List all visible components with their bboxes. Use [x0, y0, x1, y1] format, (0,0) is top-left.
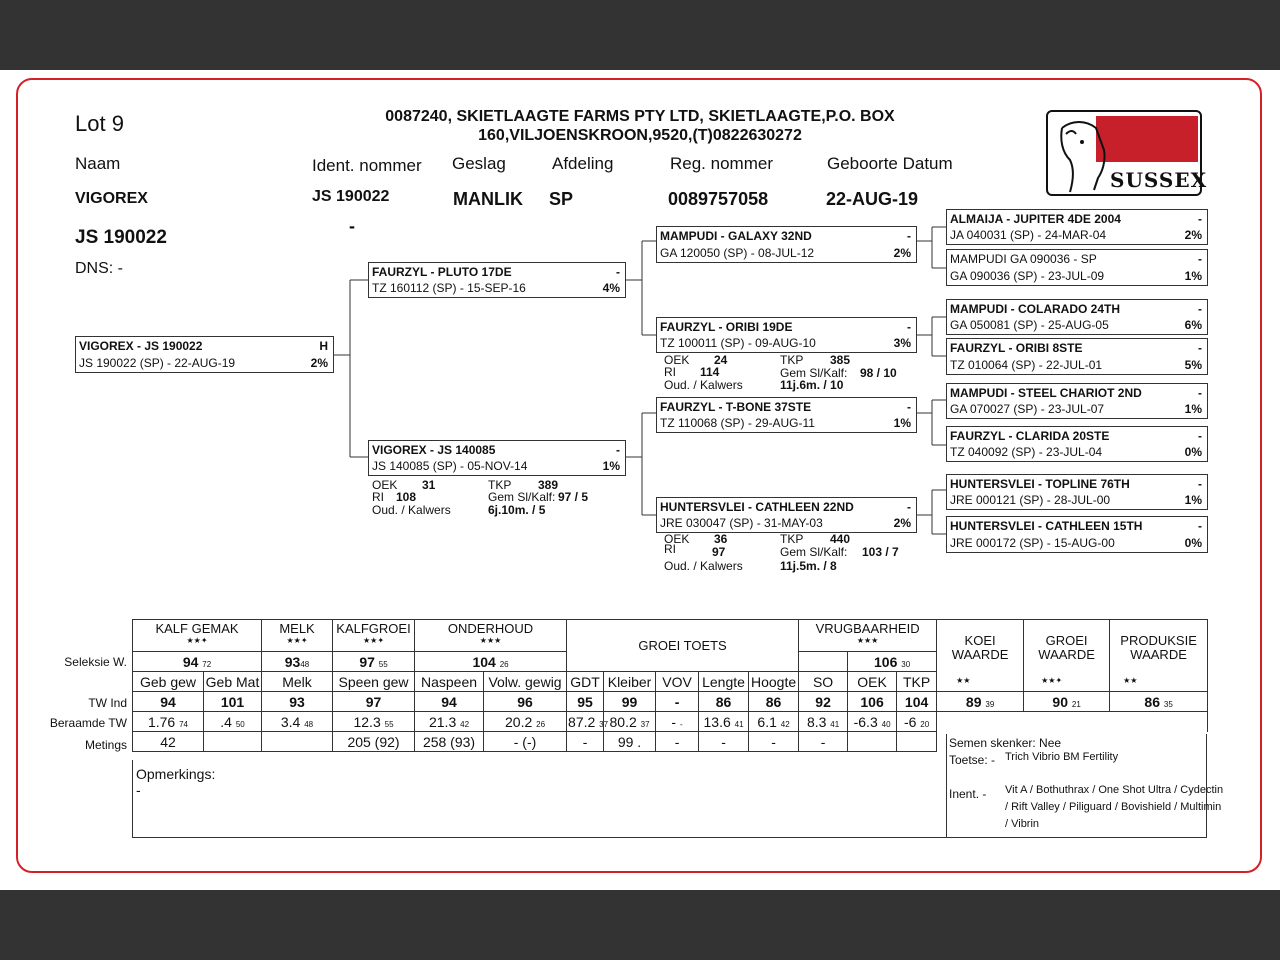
- column-header: GDT: [567, 672, 604, 692]
- metings-value: -: [699, 732, 749, 752]
- seleksie-groei: 97 55: [333, 652, 415, 672]
- logo-wordmark: SUSSEX: [1110, 168, 1208, 192]
- stat-value: 385: [830, 353, 851, 367]
- pedigree-pct: 1%: [1184, 402, 1202, 416]
- pedigree-dam-sire: [656, 397, 917, 433]
- pedigree-flag: -: [1198, 386, 1202, 400]
- metings-value: - (-): [484, 732, 567, 752]
- ebv-value: -6.3 40: [848, 712, 897, 732]
- column-header: Volw. gewig: [484, 672, 567, 692]
- ebv-value: 20.2 26: [484, 712, 567, 732]
- side-info: [946, 734, 1224, 838]
- remarks-title: Opmerkings:: [136, 766, 216, 782]
- pedigree-gg-5: [946, 383, 1208, 419]
- pedigree-sire-dam: [656, 317, 917, 353]
- stat-label: Gem Sl/Kalf:: [780, 545, 848, 559]
- metings-value: [262, 732, 333, 752]
- stat-label: Gem Sl/Kalf:: [488, 490, 556, 504]
- stat-label: OEK: [664, 353, 690, 367]
- group-koei-waarde: KOEI WAARDE ★★: [937, 620, 1024, 692]
- tw-value: 94: [415, 692, 484, 712]
- column-header: OEK: [848, 672, 897, 692]
- tw-value: 93: [262, 692, 333, 712]
- column-header: Geb Mat: [204, 672, 262, 692]
- stars-icon: ★★★: [479, 636, 502, 645]
- pedigree-flag: -: [907, 320, 911, 334]
- stars-icon: ★★★: [856, 636, 879, 645]
- stat-value: 36: [714, 532, 728, 546]
- animal-geslag: MANLIK: [453, 189, 523, 209]
- pedigree-flag: H: [319, 339, 328, 353]
- header-naam: Naam: [75, 154, 121, 173]
- pedigree-sire-sire: [656, 226, 917, 263]
- stat-label: RI: [664, 365, 676, 379]
- pedigree-gg-3: [946, 299, 1208, 335]
- stat-label: Oud. / Kalwers: [664, 378, 743, 392]
- pedigree-pct: 0%: [1184, 445, 1202, 459]
- pedigree-dam-dam: [656, 497, 917, 533]
- tw-value: 94: [133, 692, 204, 712]
- animal-naam: VIGOREX: [75, 190, 148, 207]
- seleksie-melk: 9348: [262, 652, 333, 672]
- stars-icon: ★★✦: [1041, 676, 1063, 685]
- stat-value: 97 / 5: [558, 490, 589, 504]
- remarks-box: [132, 760, 947, 838]
- pedigree-pct: 0%: [1184, 536, 1202, 550]
- stars-icon: ★★✦: [362, 636, 385, 645]
- stat-label: TKP: [488, 478, 512, 492]
- ebv-blank: [937, 712, 1208, 732]
- animal-afdeling: SP: [549, 189, 574, 209]
- header-ident: Ident. nommer: [312, 156, 422, 175]
- column-header: VOV: [656, 672, 699, 692]
- pedigree-detail: TZ 160112 (SP) - 15-SEP-16: [372, 281, 526, 295]
- metings-value: -: [656, 732, 699, 752]
- stat-value: 31: [422, 478, 436, 492]
- pedigree-pct: 2%: [893, 246, 911, 260]
- metings-value: 42: [133, 732, 204, 752]
- stat-label: OEK: [664, 532, 690, 546]
- stat-label: OEK: [372, 478, 398, 492]
- pedigree-gg-4: [946, 338, 1208, 375]
- ebv-value: 12.3 55: [333, 712, 415, 732]
- pedigree-name: MAMPUDI - GALAXY 32ND: [660, 229, 812, 243]
- tw-value: 97: [333, 692, 415, 712]
- index-groeiw: 90 21: [1024, 692, 1110, 712]
- tw-value: 92: [799, 692, 848, 712]
- pedigree-sire: [368, 262, 626, 298]
- pedigree-detail: TZ 100011 (SP) - 09-AUG-10: [660, 336, 816, 350]
- toetse-value: Trich Vibrio BM Fertility: [1005, 751, 1119, 763]
- pedigree-name: FAURZYL - CLARIDA 20STE: [950, 429, 1110, 443]
- index-koei: 89 39: [937, 692, 1024, 712]
- stat-value: 11j.6m. / 10: [780, 378, 844, 392]
- pedigree-pct: 1%: [1184, 269, 1202, 283]
- stat-label: Gem Sl/Kalf:: [780, 366, 848, 380]
- semen-donor: Semen skenker: Nee: [949, 736, 1062, 750]
- animal-reg: 0089757058: [668, 189, 769, 209]
- column-header: SO: [799, 672, 848, 692]
- column-header: Kleiber: [604, 672, 656, 692]
- stat-label: Oud. / Kalwers: [372, 503, 451, 517]
- stat-value: 103 / 7: [862, 545, 899, 559]
- pedigree-name: MAMPUDI GA 090036 - SP: [950, 252, 1097, 266]
- ebv-value: 6.1 42: [749, 712, 799, 732]
- pedigree-name: MAMPUDI - COLARADO 24TH: [950, 302, 1120, 316]
- header-geslag: Geslag: [452, 154, 506, 173]
- stat-value: 114: [700, 365, 720, 379]
- ebv-value: 87.2 37: [568, 713, 609, 730]
- pedigree-dam: [368, 440, 626, 476]
- sire-dam-stats: [664, 354, 924, 394]
- stat-value: 97: [712, 545, 726, 559]
- ebv-value: - -: [656, 712, 699, 732]
- pedigree-pct: 1%: [602, 459, 620, 473]
- group-produksie-waarde: PRODUKSIE WAARDE ★★: [1110, 620, 1208, 692]
- column-header: Lengte: [699, 672, 749, 692]
- pedigree-name: MAMPUDI - STEEL CHARIOT 2ND: [950, 386, 1142, 400]
- stat-label: TKP: [780, 353, 804, 367]
- dam-stats: [372, 479, 632, 521]
- pedigree-detail: TZ 040092 (SP) - 23-JUL-04: [950, 445, 1103, 459]
- column-header: Hoogte: [749, 672, 799, 692]
- pedigree-detail: GA 050081 (SP) - 25-AUG-05: [950, 318, 1109, 332]
- row-label-ebv: Beraamde TW: [49, 716, 127, 730]
- tw-value: 86: [749, 692, 799, 712]
- pedigree-subject: [75, 336, 334, 373]
- tw-value: 101: [204, 692, 262, 712]
- pedigree-flag: -: [1198, 302, 1202, 316]
- pedigree-detail: JS 140085 (SP) - 05-NOV-14: [372, 459, 528, 473]
- pedigree-gg-7: [946, 474, 1208, 510]
- header-geboorte: Geboorte Datum: [827, 154, 953, 173]
- group-kalf-gemak: KALF GEMAK ★★✦: [133, 620, 262, 652]
- stars-icon: ★★✦: [186, 636, 208, 645]
- dns-value: DNS: -: [75, 260, 123, 277]
- pedigree-pct: 2%: [893, 516, 911, 530]
- lot-number: Lot 9: [75, 111, 124, 136]
- animal-geboorte: 22-AUG-19: [826, 189, 919, 209]
- ebv-value: .4 50: [204, 712, 262, 732]
- pedigree-flag: -: [1198, 212, 1202, 226]
- inent-line-2: / Rift Valley / Piliguard / Bovishield / Multimin: [1005, 801, 1222, 813]
- tw-value: 96: [484, 692, 567, 712]
- pedigree-flag: -: [907, 400, 911, 414]
- ebv-value: 80.2 37: [604, 712, 656, 732]
- tw-value: 95: [567, 692, 604, 712]
- group-groei-waarde: GROEI WAARDE ★★✦: [1024, 620, 1110, 692]
- group-onderhoud: ONDERHOUD ★★★: [415, 620, 567, 652]
- pedigree-pct: 2%: [1184, 228, 1202, 242]
- pedigree-name: FAURZYL - PLUTO 17DE: [372, 265, 512, 279]
- pedigree-name: FAURZYL - T-BONE 37STE: [660, 400, 812, 414]
- pedigree-pct: 1%: [1184, 493, 1202, 507]
- remarks-text: -: [136, 782, 141, 798]
- pedigree-flag: -: [907, 229, 911, 243]
- tw-value: 106: [848, 692, 897, 712]
- stat-value: 6j.10m. / 5: [488, 503, 546, 517]
- pedigree-name: FAURZYL - ORIBI 19DE: [660, 320, 793, 334]
- ebv-value: 8.3 41: [799, 712, 848, 732]
- stat-label: RI: [664, 542, 676, 556]
- pedigree-detail: TZ 010064 (SP) - 22-JUL-01: [950, 358, 1103, 372]
- inent-line-3: / Vibrin: [1005, 818, 1040, 830]
- stat-label: RI: [372, 490, 384, 504]
- ebv-value: 21.3 42: [415, 712, 484, 732]
- ident-dash: -: [349, 216, 355, 236]
- pedigree-gg-8: [946, 516, 1208, 553]
- pedigree-flag: -: [1198, 429, 1202, 443]
- pedigree-detail: GA 090036 (SP) - 23-JUL-09: [950, 269, 1105, 283]
- performance-table: [132, 619, 1208, 752]
- stars-icon: ★★: [1123, 676, 1138, 685]
- stat-value: 389: [538, 478, 559, 492]
- ebv-value: 1.76 74: [133, 712, 204, 732]
- pedigree-flag: -: [1198, 477, 1202, 491]
- pedigree-gg-6: [946, 426, 1208, 462]
- column-header: Geb gew: [133, 672, 204, 692]
- pedigree-detail: JRE 000121 (SP) - 28-JUL-00: [950, 493, 1111, 507]
- stat-label: Oud. / Kalwers: [664, 559, 743, 573]
- pedigree-detail: JA 040031 (SP) - 24-MAR-04: [950, 228, 1107, 242]
- row-label-metings: Metings: [84, 738, 127, 752]
- ebv-value: 3.4 48: [262, 712, 333, 732]
- pedigree-flag: -: [1198, 341, 1202, 355]
- header-reg: Reg. nommer: [670, 154, 773, 173]
- metings-value: 99 .: [604, 732, 656, 752]
- stat-value: 108: [396, 490, 417, 504]
- group-groei-toets: GROEI TOETS: [567, 620, 799, 672]
- ebv-value: 13.6 41: [699, 712, 749, 732]
- owner-details: 0087240, SKIETLAAGTE FARMS PTY LTD, SKIETLAAGTE,P.O. BOX 160,VILJOENSKROON,9520,(T)0822630272: [385, 108, 895, 144]
- row-label-seleksie: Seleksie W.: [64, 655, 127, 669]
- metings-value: -: [799, 732, 848, 752]
- column-header: Melk: [262, 672, 333, 692]
- pedigree-flag: -: [1198, 519, 1202, 533]
- toetse-label: Toetse: -: [949, 753, 996, 767]
- tw-value: -: [656, 692, 699, 712]
- metings-value: [204, 732, 262, 752]
- pedigree-flag: -: [616, 443, 620, 457]
- index-prod: 86 35: [1110, 692, 1208, 712]
- animal-ident-large: JS 190022: [75, 227, 167, 248]
- pedigree-name: VIGOREX - JS 140085: [372, 443, 496, 457]
- seleksie-onder: 104 26: [415, 652, 567, 672]
- tw-value: 99: [604, 692, 656, 712]
- group-melk: MELK ★★✦: [262, 620, 333, 652]
- pedigree-detail: JS 190022 (SP) - 22-AUG-19: [79, 356, 236, 370]
- inent-line-1: Vit A / Bothuthrax / One Shot Ultra / Cydectin: [1005, 784, 1224, 796]
- metings-value: 205 (92): [333, 732, 415, 752]
- pedigree-flag: -: [616, 265, 620, 279]
- pedigree-pct: 6%: [1184, 318, 1202, 332]
- column-header: Naspeen: [415, 672, 484, 692]
- seleksie-vrug: 106 30: [848, 652, 937, 672]
- stars-icon: ★★✦: [286, 636, 308, 645]
- metings-value: -: [567, 732, 604, 752]
- animal-ident: JS 190022: [312, 188, 390, 205]
- pedigree-name: FAURZYL - ORIBI 8STE: [950, 341, 1083, 355]
- ebv-value: -6 20: [897, 712, 937, 732]
- group-vrugbaarheid: VRUGBAARHEID ★★★: [799, 620, 937, 652]
- pedigree-gg-2: [946, 249, 1208, 286]
- metings-value: [848, 732, 897, 752]
- pedigree-detail: GA 070027 (SP) - 23-JUL-07: [950, 402, 1105, 416]
- stat-value: 11j.5m. / 8: [780, 559, 837, 573]
- pedigree-detail: JRE 030047 (SP) - 31-MAY-03: [660, 516, 823, 530]
- header-afdeling: Afdeling: [552, 154, 614, 173]
- metings-value: -: [749, 732, 799, 752]
- pedigree-name: HUNTERSVLEI - CATHLEEN 15TH: [950, 519, 1143, 533]
- stat-value: 98 / 10: [860, 366, 897, 380]
- pedigree-pct: 2%: [310, 356, 328, 370]
- group-kalfgroei: KALFGROEI ★★✦: [333, 620, 415, 652]
- dam-dam-stats: [664, 533, 924, 575]
- stat-value: 24: [714, 353, 728, 367]
- pedigree-pct: 5%: [1184, 358, 1202, 372]
- pedigree-name: HUNTERSVLEI - TOPLINE 76TH: [950, 477, 1130, 491]
- pedigree-name: ALMAIJA - JUPITER 4DE 2004: [950, 212, 1121, 226]
- pedigree-pct: 3%: [893, 336, 911, 350]
- stars-icon: ★★: [956, 676, 971, 685]
- pedigree-detail: JRE 000172 (SP) - 15-AUG-00: [950, 536, 1115, 550]
- pedigree-flag: -: [1198, 252, 1202, 266]
- seleksie-kalf: 94 72: [133, 652, 262, 672]
- column-header: Speen gew: [333, 672, 415, 692]
- pedigree-name: HUNTERSVLEI - CATHLEEN 22ND: [660, 500, 854, 514]
- inent-label: Inent. -: [949, 787, 987, 801]
- stat-label: TKP: [780, 532, 804, 546]
- pedigree-flag: -: [907, 500, 911, 514]
- stat-value: 440: [830, 532, 851, 546]
- pedigree-gg-1: [946, 209, 1208, 245]
- metings-value: 258 (93): [415, 732, 484, 752]
- tw-value: 104: [897, 692, 937, 712]
- pedigree-detail: TZ 110068 (SP) - 29-AUG-11: [660, 416, 815, 430]
- pedigree-pct: 1%: [893, 416, 911, 430]
- pedigree-detail: GA 120050 (SP) - 08-JUL-12: [660, 246, 815, 260]
- pedigree-name: VIGOREX - JS 190022: [79, 339, 203, 353]
- metings-value: [897, 732, 937, 752]
- tw-value: 86: [699, 692, 749, 712]
- row-label-tw: TW Ind: [88, 696, 127, 710]
- column-header: TKP: [897, 672, 937, 692]
- pedigree-pct: 4%: [602, 281, 620, 295]
